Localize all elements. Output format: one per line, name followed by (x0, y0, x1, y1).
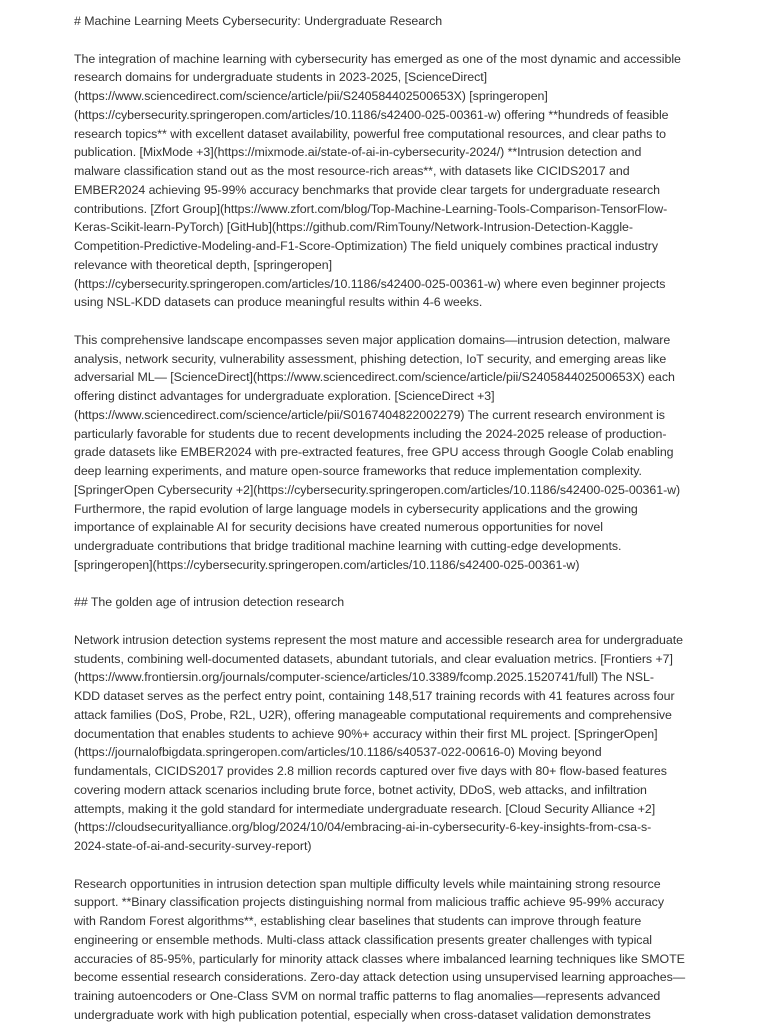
text-line: documentation that enables students to achieve 90%+ accuracy within their first ML project. [SpringerOpen] (74, 726, 658, 741)
text-line: undergraduate work with high publication potential, especially when cross-dataset validation demonstrates (74, 1007, 651, 1022)
text-line: (https://journalofbigdata.springeropen.com/articles/10.1186/s40537-022-00616-0) Moving beyond (74, 745, 602, 760)
text-line: students, combining well-documented datasets, abundant tutorials, and clear evaluation metrics. [Frontiers +7] (74, 651, 673, 666)
text-line: attempts, making it the gold standard for intermediate undergraduate research. [Cloud Security Alliance +2] (74, 801, 656, 816)
text-line: research domains for undergraduate students in 2023-2025, [ScienceDirect] (74, 70, 488, 85)
text-line: 2024-state-of-ai-and-security-survey-report) (74, 839, 312, 853)
text-line: fundamentals, CICIDS2017 provides 2.8 million records captured over five days with 80+ flow-based features (74, 764, 667, 778)
text-line: (https://www.frontiersin.org/journals/computer-science/articles/10.3389/fcomp.2025.1520741/full) The NSL- (74, 670, 654, 685)
document-heading: # Machine Learning Meets Cybersecurity: Undergraduate Research (74, 14, 443, 28)
text-line: become essential research considerations. Zero-day attack detection using unsupervised learning approaches— (74, 970, 686, 985)
text-line: This comprehensive landscape encompasses seven major application domains—intrusion detection, malware (74, 332, 671, 347)
text-line: (https://cybersecurity.springeropen.com/articles/10.1186/s42400-025-00361-w) offering **hundreds of feasible (74, 107, 669, 122)
text-line: malware classification stand out as the most resource-rich areas**, with datasets like CICIDS2017 and (74, 164, 630, 178)
text-line: importance of explainable AI for security decisions have created numerous opportunities for novel (74, 520, 603, 535)
text-line: Furthermore, the rapid evolution of large language models in cybersecurity applications and the growing (74, 501, 638, 516)
paragraph-nids (74, 631, 698, 856)
paragraph-landscape (74, 331, 698, 575)
text-line: Research opportunities in intrusion detection span multiple difficulty levels while maintaining strong resource (74, 876, 661, 891)
paragraph-spacer (74, 575, 698, 594)
text-line: adversarial ML— [ScienceDirect](https://www.sciencedirect.com/science/article/pii/S240584402500653X) each (74, 370, 675, 385)
text-line: (https://cybersecurity.springeropen.com/articles/10.1186/s42400-025-00361-w) where even beginner projects (74, 276, 666, 291)
text-line: deep learning experiments, and mature open-source frameworks that reduce implementation complexity. (74, 464, 642, 478)
paragraph-intro (74, 50, 698, 313)
text-line: The integration of machine learning with cybersecurity has emerged as one of the most dynamic and accessible (74, 51, 681, 66)
text-line: attack families (DoS, Probe, R2L, U2R), offering manageable computational requirements and comprehensive (74, 707, 672, 722)
text-line: research topics** with excellent dataset availability, powerful free computational resources, and clear paths to (74, 126, 666, 141)
text-line: accuracies of 85-95%, particularly for minority attack classes where imbalanced learning techniques like SMOTE (74, 951, 685, 966)
text-line: (https://www.sciencedirect.com/science/article/pii/S0167404822002279) The current research environment is (74, 407, 665, 422)
text-line: [SpringerOpen Cybersecurity +2](https://cybersecurity.springeropen.com/articles/10.1186/s42400-025-00361-w) (74, 482, 681, 497)
text-line: offering distinct advantages for undergraduate exploration. [ScienceDirect +3] (74, 389, 495, 403)
text-line: engineering or ensemble methods. Multi-class attack classification presents greater challenges with typical (74, 932, 652, 947)
text-line: support. **Binary classification projects distinguishing normal from malicious traffic achieve 95-99% accuracy (74, 895, 664, 910)
paragraph-spacer (74, 856, 698, 875)
paragraph-spacer (74, 612, 698, 631)
text-line: grade datasets like EMBER2024 with pre-extracted features, free GPU access through Google Colab enabling (74, 445, 674, 460)
text-line: undergraduate contributions that bridge traditional machine learning with cutting-edge developments. (74, 539, 622, 553)
text-line: publication. [MixMode +3](https://mixmode.ai/state-of-ai-in-cybersecurity-2024/) **Intrusion detection and (74, 145, 642, 160)
text-line: EMBER2024 achieving 95-99% accuracy benchmarks that provide clear targets for undergraduate research (74, 182, 660, 197)
text-line: analysis, network security, vulnerability assessment, phishing detection, IoT security, and emerging areas like (74, 351, 667, 366)
text-line: Network intrusion detection systems represent the most mature and accessible research area for undergraduate (74, 632, 683, 647)
text-line: Keras-Scikit-learn-PyTorch) [GitHub](https://github.com/RimTouny/Network-Intrusion-Detection-Kaggle- (74, 220, 633, 235)
paragraph-spacer (74, 312, 698, 331)
text-line: training autoencoders or One-Class SVM on normal traffic patterns to flag anomalies—represents advanced (74, 989, 661, 1003)
document-body (74, 12, 698, 1025)
text-line: KDD dataset serves as the perfect entry point, containing 148,517 training records with 41 features across four (74, 689, 675, 703)
text-line: (https://cloudsecurityalliance.org/blog/2024/10/04/embracing-ai-in-cybersecurity-6-key-insights-from-csa-s- (74, 820, 652, 835)
text-line: using NSL-KDD datasets can produce meaningful results within 4-6 weeks. (74, 295, 483, 310)
text-line: (https://www.sciencedirect.com/science/article/pii/S240584402500653X) [springeropen] (74, 89, 548, 103)
text-line: particularly favorable for students due to recent developments including the 2024-2025 release of production- (74, 426, 667, 441)
text-line: [springeropen](https://cybersecurity.springeropen.com/articles/10.1186/s42400-025-00361-w) (74, 557, 580, 572)
text-line: Competition-Predictive-Modeling-and-F1-Score-Optimization) The field uniquely combines practical industry (74, 239, 659, 253)
paragraph-spacer (74, 31, 698, 50)
paragraph-opportunities (74, 875, 698, 1025)
text-line: contributions. [Zfort Group](https://www.zfort.com/blog/Top-Machine-Learning-Tools-Comparison-TensorFlow- (74, 201, 668, 216)
text-line: covering modern attack scenarios including brute force, botnet activity, DDoS, web attacks, and infiltration (74, 782, 647, 797)
text-line: with Random Forest algorithms**, establishing clear baselines that students can improve through feature (74, 914, 642, 928)
section-heading: ## The golden age of intrusion detection research (74, 595, 345, 610)
text-line: relevance with theoretical depth, [springeropen] (74, 257, 332, 272)
